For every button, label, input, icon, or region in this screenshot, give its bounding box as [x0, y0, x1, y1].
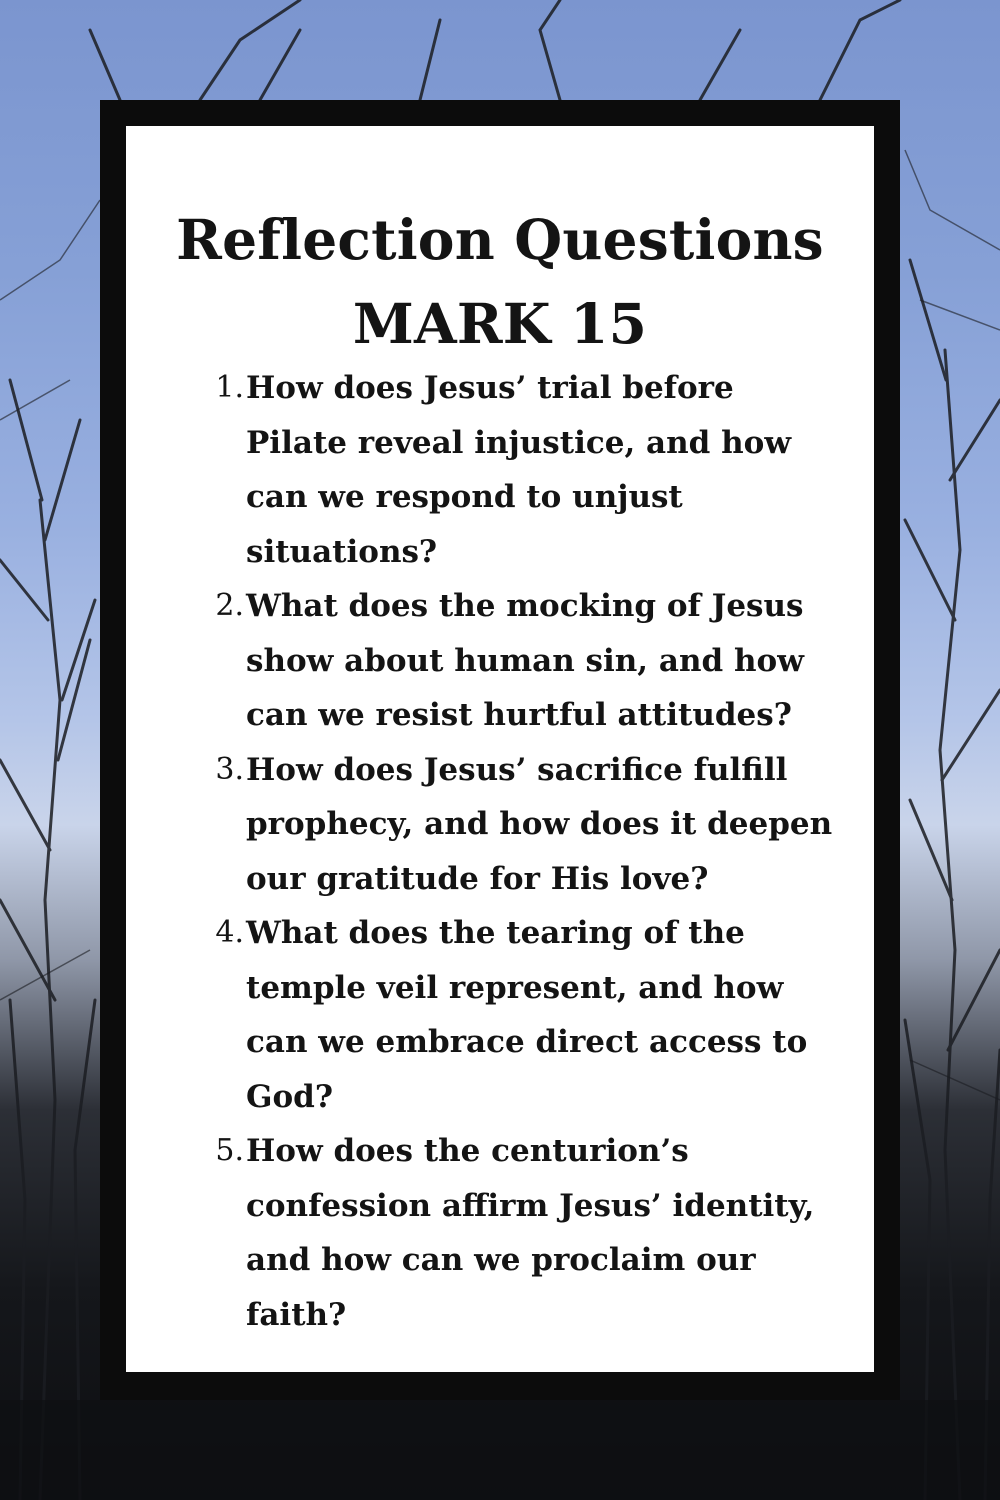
question-number: 5.	[215, 1133, 244, 1168]
question-line: How does the centurion’s	[246, 1133, 689, 1169]
question-line: Pilate reveal injustice, and how	[246, 424, 792, 461]
question-line: can we embrace direct access to	[246, 1024, 808, 1060]
question-line: confession affirm Jesus’ identity,	[246, 1187, 815, 1224]
question-line: situations?	[246, 533, 438, 570]
question-line: faith?	[246, 1296, 347, 1333]
reflection-card	[126, 126, 874, 1372]
question-line: How does Jesus’ sacrifice fulfill	[246, 751, 788, 788]
question-item-5	[186, 1124, 846, 1342]
question-text	[246, 1124, 846, 1342]
question-number: 1.	[215, 370, 244, 405]
reflection-card-frame	[100, 100, 900, 1400]
question-line: our gratitude for His love?	[246, 860, 709, 897]
question-number: 4.	[215, 915, 244, 950]
title-line-2: MARK 15	[352, 291, 648, 356]
question-line: can we resist hurtful attitudes?	[246, 697, 792, 733]
question-item-4	[186, 906, 846, 1124]
question-item-2	[186, 579, 846, 743]
question-line: show about human sin, and how	[246, 642, 804, 679]
page-title	[126, 198, 874, 366]
question-text	[246, 743, 846, 907]
question-line: How does Jesus’ trial before	[246, 370, 734, 406]
question-line: temple veil represent, and how	[246, 969, 784, 1006]
question-line: What does the mocking of Jesus	[246, 588, 804, 624]
question-text	[246, 906, 846, 1124]
title-line-1: Reflection Questions	[176, 207, 824, 272]
question-item-3	[186, 743, 846, 907]
question-line: prophecy, and how does it deepen	[246, 806, 833, 842]
question-text	[246, 361, 846, 579]
question-number: 2.	[215, 588, 244, 623]
question-text	[246, 579, 846, 743]
question-list	[186, 361, 846, 1342]
question-item-1	[186, 361, 846, 579]
question-line: can we respond to unjust	[246, 479, 683, 515]
question-line: and how can we proclaim our	[246, 1242, 756, 1278]
question-line: What does the tearing of the	[246, 915, 745, 951]
question-line: God?	[246, 1078, 333, 1115]
question-number: 3.	[215, 751, 244, 787]
